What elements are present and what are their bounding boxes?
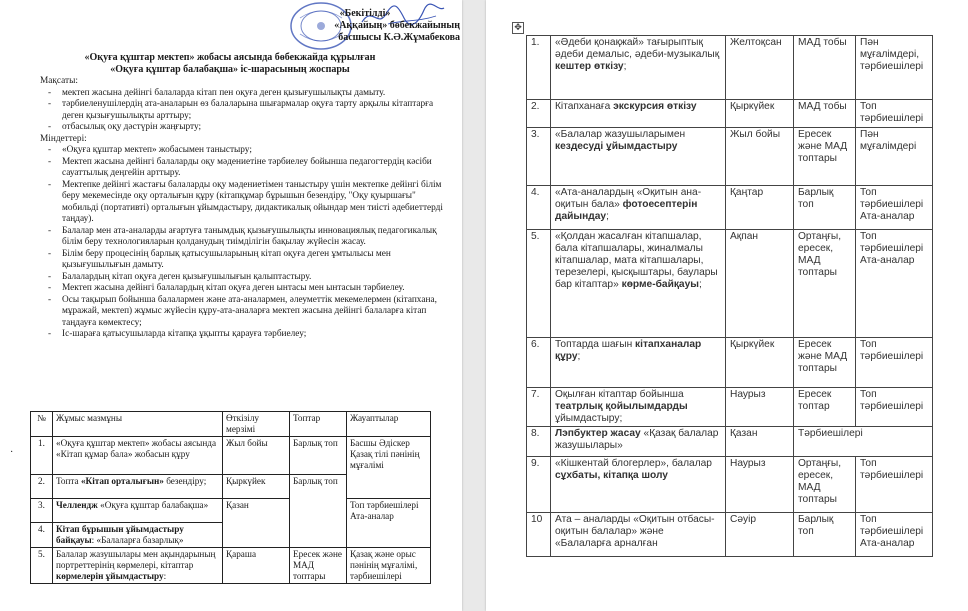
table-row (527, 128, 933, 186)
row-group: Ортаңғы, ересек, МАД топтары (794, 230, 856, 338)
table-row (527, 230, 933, 338)
table-row (527, 36, 933, 100)
row-term: Қыркүйек (726, 100, 794, 128)
approval-block (270, 8, 460, 44)
row-group: МАД тобы (794, 36, 856, 100)
goal-item: - тәрбиеленушілердің ата-аналарын өз балаларына шығармалар оқуға тарту арқылы кітаптарға деген қызығушылықты арттыру; (40, 99, 450, 122)
row-responsible: Топ тәрбиешілері Ата-аналар (856, 513, 933, 557)
approval-org: «Аққайың» бөбекжайының (334, 20, 460, 31)
row-content: Оқылған кітаптар бойынша театрлық қойылымдарды ұйымдастыру; (551, 388, 726, 427)
row-num: 2. (31, 475, 53, 499)
document-page-right (486, 0, 968, 611)
move-icon[interactable]: ✥ (512, 22, 524, 34)
table-row (527, 186, 933, 230)
row-content: «Қолдан жасалған кітапшалар, бала кітапшалары, жиналмалы кітапшалар, мата кітапшалары, терезелері, қысқыштары, баулары бар кітаптар» көрме-байқауы; (551, 230, 726, 338)
task-item: - Мектепке дейінгі жастағы балаларды оқу мәдениетімен таныстыру үшін мектепке дейінгі білім беру мекемесінде оқу орталығын құру (кітапқұмар бұрышын безендіру, "Оқу қуыршағы" мобильді (портативті) орталығын ұйымдастыру, дидактикалық ойындар мен тиісті әдебиеттерді таңдау). (40, 180, 450, 226)
task-item: - Іс-шараға қатысушыларда кітапқа ұқыпты қарауға тәрбиелеу; (40, 329, 450, 341)
row-num: 3. (527, 128, 551, 186)
row-responsible: Топ тәрбиешілері (856, 388, 933, 427)
table-row (527, 338, 933, 388)
row-responsible: Пән мұғалімдері, тәрбиешілері (856, 36, 933, 100)
row-responsible: Басшы Әдіскер Қазақ тілі пәнінің мұғалімі (347, 437, 431, 499)
task-item: - «Оқуға құштар мектеп» жобасымен таныстыру; (40, 145, 450, 157)
table-row (527, 427, 933, 457)
row-content: Кітапханаға экскурсия өткізу (551, 100, 726, 128)
row-term: Сәуір (726, 513, 794, 557)
header-num: № (31, 412, 53, 437)
task-item: - Мектеп жасына дейінгі балалардың кітап оқуға деген ынтасы мен ынтасын тәрбиелеу. (40, 283, 450, 295)
row-responsible: Топ тәрбиешілері Ата-аналар (856, 230, 933, 338)
plan-table-left (30, 411, 431, 584)
table-row (527, 100, 933, 128)
row-responsible: Топ тәрбиешілері (856, 100, 933, 128)
row-term: Қараша (223, 548, 290, 584)
row-num: 9. (527, 457, 551, 513)
task-item: - Осы тақырып бойынша балалармен және ата-аналармен, әлеуметтік мекемелермен (кітапхана, мұражай, мектеп) жұмыс жүйесін құру-ата-аналарға мектеп жасына дейінгі балаларға кітап таңдауға көмектесу; (40, 295, 450, 330)
row-responsible: Топ тәрбиешілері (856, 338, 933, 388)
row-num: 4. (527, 186, 551, 230)
row-group: Ересек және МАД топтары (794, 128, 856, 186)
row-responsible: Пән мұғалімдері (856, 128, 933, 186)
row-content: Топтарда шағын кітапханалар құру; (551, 338, 726, 388)
row-term: Қазан (223, 499, 290, 548)
row-group: Ересек топтар (794, 388, 856, 427)
row-num: 4. (31, 523, 53, 548)
row-num: 5. (527, 230, 551, 338)
goals-label: Мақсаты: (40, 76, 78, 86)
row-content: Лэпбуктер жасау «Қазақ балалар жазушылары» (551, 427, 726, 457)
header-responsible: Жауаптылар (347, 412, 431, 437)
table-row (527, 388, 933, 427)
approval-head: басшысы К.Ә.Жұмабекова (338, 32, 460, 43)
row-term: Жыл бойы (726, 128, 794, 186)
row-content: Кітап бұрышын ұйымдастыру байқауы: «Балаларға базарлық» (53, 523, 223, 548)
header-content: Жұмыс мазмұны (53, 412, 223, 437)
row-group: Ересек және МАД топтары (794, 338, 856, 388)
row-term: Қаңтар (726, 186, 794, 230)
table-row (31, 499, 431, 523)
row-group: Ересек және МАД топтары (290, 548, 347, 584)
goal-item: - мектеп жасына дейінгі балаларда кітап пен оқуға деген қызығушылықты дамыту. (40, 88, 450, 100)
table-header-row (31, 412, 431, 437)
document-heading (10, 52, 450, 76)
row-term: Қыркүйек (726, 338, 794, 388)
row-responsible: Топ тәрбиешілері (856, 457, 933, 513)
row-content: Ата – аналарды «Оқитын отбасы-оқитын балалар» және «Балаларға арналған (551, 513, 726, 557)
table-row (31, 437, 431, 475)
row-responsible: Қазақ және орыс пәнінің мұғалімі, тәрбиешілері (347, 548, 431, 584)
task-item: - Мектеп жасына дейінгі балаларды оқу мәдениетіне тәрбиелеу бойынша педагогтердің кәсіби сауаттылық деңгейін арттыру. (40, 157, 450, 180)
row-group: Барлық топ (290, 475, 347, 548)
table-row (527, 457, 933, 513)
row-num: 8. (527, 427, 551, 457)
row-content: «Балалар жазушыларымен кездесуді ұйымдастыру (551, 128, 726, 186)
plan-table-right (526, 35, 933, 557)
row-term: Ақпан (726, 230, 794, 338)
task-item: - Балалар мен ата-аналарды ағартуға танымдық қызығушылықты инновациялық педагогикалық білім беру технологияларын қолданудың тиімділігін бақылау жүйесін жасау. (40, 226, 450, 249)
row-content: «Оқуға құштар мектеп» жобасы аясында «Кітап құмар бала» жобасын құру (53, 437, 223, 475)
tasks-label: Міндеттері: (40, 133, 87, 144)
heading-line-2: «Оқуға құштар балабақша» іс-шарасының жоспары (110, 64, 350, 75)
header-term: Өткізілу мерзімі (223, 412, 290, 437)
row-content: «Ата-аналардың «Оқитын ана-оқитын бала» фотоесептерін дайындау; (551, 186, 726, 230)
table-row (31, 548, 431, 584)
table-row (527, 513, 933, 557)
row-content: Челлендж «Оқуға құштар балабақша» (53, 499, 223, 523)
row-group: МАД тобы (794, 100, 856, 128)
row-term: Наурыз (726, 457, 794, 513)
header-group: Топтар (290, 412, 347, 437)
goal-item: - отбасылық оқу дәстүрін жаңғырту; (40, 122, 450, 134)
row-num: 3. (31, 499, 53, 523)
row-num: 2. (527, 100, 551, 128)
row-responsible: Топ тәрбиешілері Ата-аналар (856, 186, 933, 230)
row-group: Барлық топ (794, 513, 856, 557)
row-term: Наурыз (726, 388, 794, 427)
document-page-left (0, 0, 462, 611)
row-content: «Кішкентай блогерлер», балалар сұхбаты, кітапқа шолу (551, 457, 726, 513)
row-group: Тәрбиешілері (794, 427, 933, 457)
row-group: Барлық топ (290, 437, 347, 475)
row-num: 10 (527, 513, 551, 557)
row-responsible: Топ тәрбиешілері Ата-аналар (347, 499, 431, 548)
approval-title: «Бекітілді» (339, 8, 391, 19)
row-term: Қазан (726, 427, 794, 457)
row-term: Желтоқсан (726, 36, 794, 100)
row-num: 5. (31, 548, 53, 584)
row-group: Барлық топ (794, 186, 856, 230)
task-item: - Білім беру процесінің барлық қатысушыларының кітап оқуға деген ұмтылысы мен қызығушылығын дамыту. (40, 249, 450, 272)
row-group: Ортаңғы, ересек, МАД топтары (794, 457, 856, 513)
task-item: - Балалардың кітап оқуға деген қызығушылығын қалыптастыру. (40, 272, 450, 284)
heading-line-1: «Оқуға құштар мектеп» жобасы аясында бөбекжайда құрылған (84, 52, 376, 63)
row-num: 7. (527, 388, 551, 427)
row-content: Балалар жазушылары мен ақындарының портреттерінің көрмелері, кітаптар көрмелерін ұйымдастыру: (53, 548, 223, 584)
stray-mark: · (10, 447, 14, 458)
row-content: «Әдеби қонақжай» тағырыптық әдеби демалыс, әдеби-музыкалық кештер өткізу; (551, 36, 726, 100)
document-body (40, 76, 450, 341)
row-num: 1. (527, 36, 551, 100)
row-num: 6. (527, 338, 551, 388)
row-num: 1. (31, 437, 53, 475)
row-content: Топта «Кітап орталығын» безендіру; (53, 475, 223, 499)
row-term: Қыркүйек (223, 475, 290, 499)
row-term: Жыл бойы (223, 437, 290, 475)
